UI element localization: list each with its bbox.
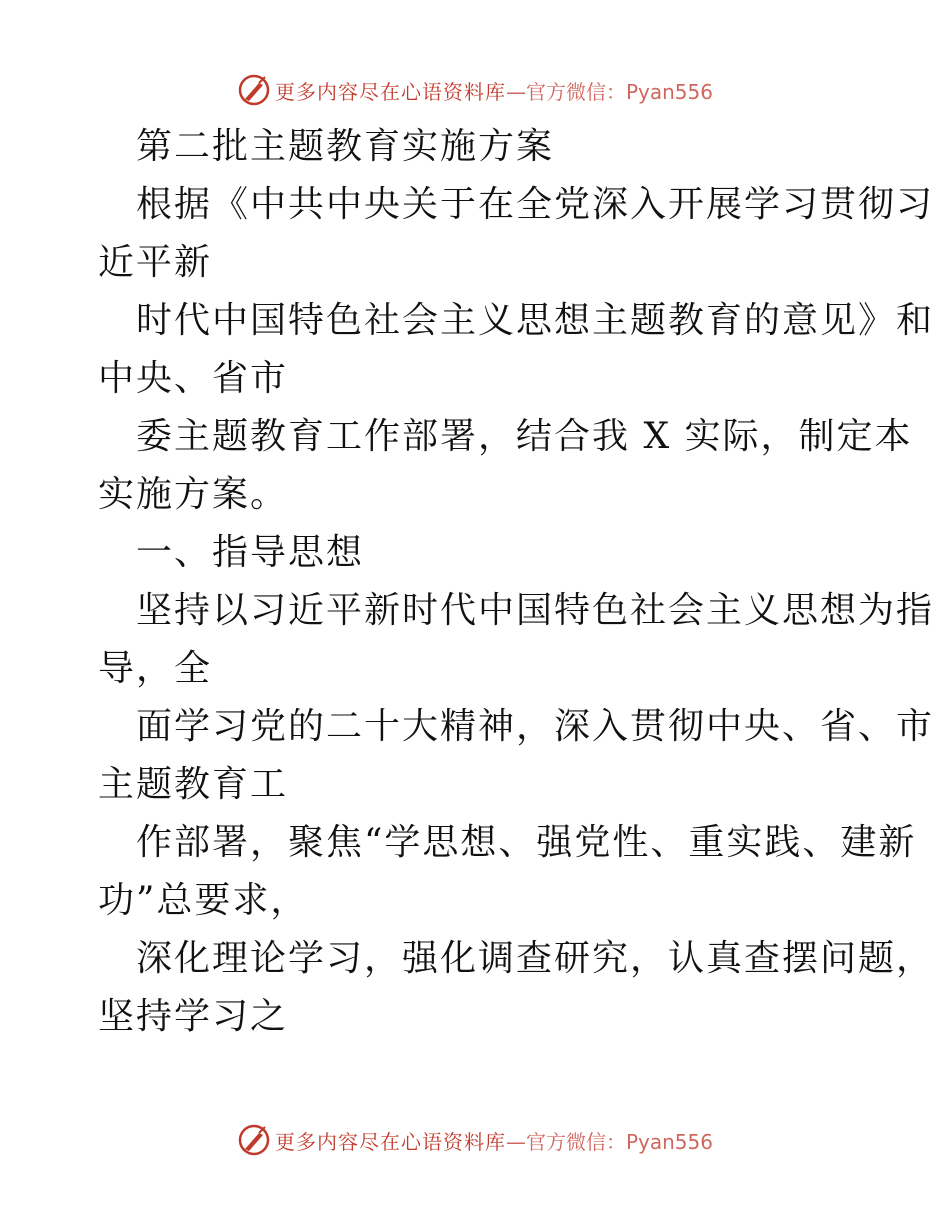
header-watermark: [0, 70, 950, 110]
quill-pen-logo-icon: [237, 73, 271, 107]
paragraph-line: 实施方案。: [98, 474, 289, 515]
watermark-text: 更多内容尽在心语资料库: [274, 1129, 506, 1154]
paragraph-line: 深化理论学习，强化调查研究，认真查摆问题，: [136, 938, 935, 979]
watermark-suffix: —官方微信：Pyan556: [505, 1129, 713, 1154]
paragraph-line: 面学习党的二十大精神，深入贯彻中央、省、市: [136, 706, 935, 747]
paragraph-line: 中央、省市: [98, 358, 289, 399]
document-title: 第二批主题教育实施方案: [136, 126, 555, 167]
paragraph-line: 作部署，聚焦“学思想、强党性、重实践、建新: [136, 822, 917, 863]
paragraph-line: 坚持学习之: [98, 996, 289, 1037]
paragraph-line: 导，全: [98, 648, 213, 689]
paragraph-line: 坚持以习近平新时代中国特色社会主义思想为指: [136, 590, 935, 631]
watermark-suffix: —官方微信：Pyan556: [505, 79, 713, 104]
paragraph-line: 根据《中共中央关于在全党深入开展学习贯彻习: [136, 184, 935, 225]
section-heading: 一、指导思想: [136, 532, 365, 573]
paragraph-line: 近平新: [98, 242, 213, 283]
quill-pen-logo-icon: [237, 1123, 271, 1157]
footer-watermark: [0, 1120, 950, 1160]
watermark-text: 更多内容尽在心语资料库: [274, 79, 506, 104]
paragraph-line: 主题教育工: [98, 764, 289, 805]
paragraph-line: 委主题教育工作部署，结合我 X 实际，制定本: [136, 416, 913, 457]
paragraph-line: 功”总要求，: [98, 880, 309, 921]
paragraph-line: 时代中国特色社会主义思想主题教育的意见》和: [136, 300, 935, 341]
document-body: [98, 118, 935, 1046]
